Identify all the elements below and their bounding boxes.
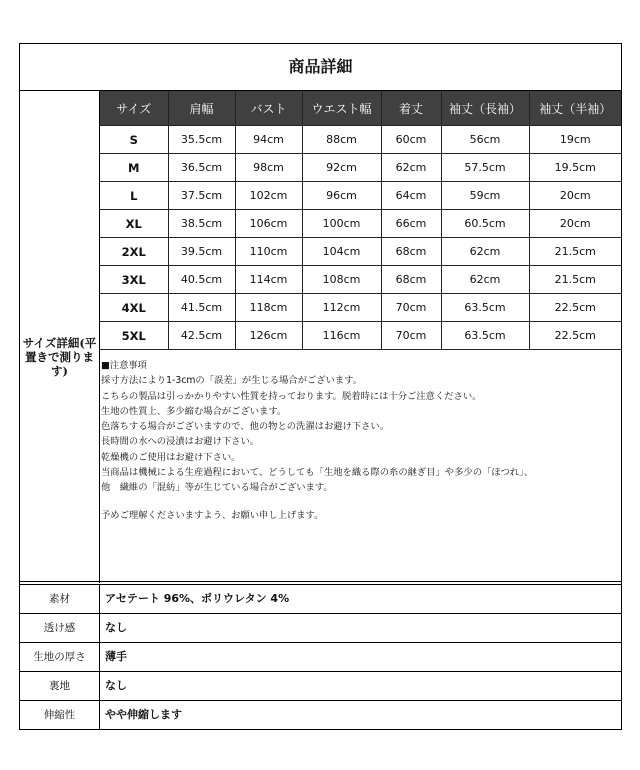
- cell-waist: 96cm: [302, 182, 381, 210]
- cell-length: 66cm: [381, 210, 441, 238]
- cell-waist: 92cm: [302, 154, 381, 182]
- cell-sleeve-long: 63.5cm: [441, 294, 529, 322]
- table-row: [100, 238, 621, 266]
- cell-shoulder: 37.5cm: [168, 182, 235, 210]
- header-bust: バスト: [235, 91, 302, 126]
- attribute-value: なし: [105, 679, 127, 692]
- cell-bust: 94cm: [235, 126, 302, 154]
- table-row: [100, 266, 621, 294]
- notes-section: [101, 358, 619, 523]
- cell-size: XL: [100, 210, 168, 238]
- attribute-row-thickness: [20, 643, 621, 672]
- size-table-header-row: [100, 91, 621, 126]
- header-shoulder: 肩幅: [168, 91, 235, 126]
- header-sleeve-short: 袖丈（半袖）: [529, 91, 621, 126]
- cell-waist: 116cm: [302, 322, 381, 350]
- cell-size: S: [100, 126, 168, 154]
- cell-bust: 98cm: [235, 154, 302, 182]
- attribute-label: 生地の厚さ: [20, 643, 100, 671]
- attribute-row-stretch: [20, 701, 621, 730]
- cell-size: M: [100, 154, 168, 182]
- cell-shoulder: 41.5cm: [168, 294, 235, 322]
- cell-waist: 88cm: [302, 126, 381, 154]
- cell-shoulder: 38.5cm: [168, 210, 235, 238]
- size-detail-label: サイズ詳細(平置きで測ります): [22, 336, 97, 378]
- cell-sleeve-short: 22.5cm: [529, 322, 621, 350]
- attribute-row-lining: [20, 672, 621, 701]
- attribute-value: アセテート 96%、ポリウレタン 4%: [105, 592, 290, 605]
- table-row: [100, 126, 621, 154]
- header-waist: ウエスト幅: [302, 91, 381, 126]
- cell-bust: 126cm: [235, 322, 302, 350]
- notes-heading: ■注意事項: [101, 360, 147, 371]
- cell-sleeve-long: 62cm: [441, 266, 529, 294]
- notes-closing: 予めご理解くださいますよう、お願い申し上げます。: [101, 509, 324, 521]
- attribute-value: やや伸縮します: [105, 708, 182, 721]
- cell-size: L: [100, 182, 168, 210]
- cell-shoulder: 35.5cm: [168, 126, 235, 154]
- note-line: 乾燥機のご使用はお避け下さい。: [101, 451, 241, 463]
- cell-waist: 104cm: [302, 238, 381, 266]
- cell-bust: 118cm: [235, 294, 302, 322]
- note-line: こちらの製品は引っかかりやすい性質を持っております。脱着時には十分ご注意ください。: [101, 390, 482, 402]
- cell-sleeve-short: 21.5cm: [529, 266, 621, 294]
- note-line: 色落ちする場合がございますので、他の物との洗濯はお避け下さい。: [101, 421, 390, 433]
- note-line: 当商品は機械による生産過程において、どうしても「生地を織る際の糸の継ぎ目」や多少の「ほつれ」、: [101, 467, 534, 479]
- cell-bust: 102cm: [235, 182, 302, 210]
- note-line: 生地の性質上、多少縮む場合がございます。: [101, 405, 287, 417]
- table-row: [100, 210, 621, 238]
- cell-sleeve-short: 20cm: [529, 210, 621, 238]
- size-table: [100, 91, 621, 350]
- table-row: [100, 182, 621, 210]
- attribute-value: 薄手: [105, 650, 127, 663]
- header-size: サイズ: [100, 91, 168, 126]
- attribute-row-material: [20, 585, 621, 614]
- attribute-label: 伸縮性: [20, 701, 100, 729]
- cell-waist: 112cm: [302, 294, 381, 322]
- cell-shoulder: 42.5cm: [168, 322, 235, 350]
- cell-size: 5XL: [100, 322, 168, 350]
- note-line: 他 繊維の「混紡」等が生じている場合がございます。: [101, 482, 333, 494]
- cell-bust: 114cm: [235, 266, 302, 294]
- cell-sleeve-short: 20cm: [529, 182, 621, 210]
- product-detail-sheet: [19, 43, 622, 730]
- note-line: 採寸方法により1-3cmの「誤差」が生じる場合がございます。: [101, 375, 363, 387]
- cell-length: 70cm: [381, 294, 441, 322]
- cell-sleeve-short: 19.5cm: [529, 154, 621, 182]
- cell-waist: 100cm: [302, 210, 381, 238]
- cell-sleeve-short: 22.5cm: [529, 294, 621, 322]
- cell-sleeve-long: 62cm: [441, 238, 529, 266]
- cell-size: 4XL: [100, 294, 168, 322]
- cell-sleeve-short: 19cm: [529, 126, 621, 154]
- table-row: [100, 154, 621, 182]
- attribute-row-transparency: [20, 614, 621, 643]
- header-length: 着丈: [381, 91, 441, 126]
- cell-size: 3XL: [100, 266, 168, 294]
- note-line: 長時間の水への浸漬はお避け下さい。: [101, 436, 260, 448]
- header-sleeve-long: 袖丈（長袖）: [441, 91, 529, 126]
- cell-waist: 108cm: [302, 266, 381, 294]
- attribute-label: 透け感: [20, 614, 100, 642]
- cell-length: 64cm: [381, 182, 441, 210]
- attribute-value: なし: [105, 621, 127, 634]
- cell-size: 2XL: [100, 238, 168, 266]
- cell-length: 70cm: [381, 322, 441, 350]
- cell-sleeve-long: 56cm: [441, 126, 529, 154]
- cell-sleeve-long: 63.5cm: [441, 322, 529, 350]
- page-title: 商品詳細: [20, 44, 621, 91]
- cell-sleeve-long: 57.5cm: [441, 154, 529, 182]
- cell-sleeve-long: 60.5cm: [441, 210, 529, 238]
- cell-length: 62cm: [381, 154, 441, 182]
- size-detail-label-cell: [20, 91, 100, 583]
- cell-length: 60cm: [381, 126, 441, 154]
- cell-shoulder: 40.5cm: [168, 266, 235, 294]
- cell-sleeve-short: 21.5cm: [529, 238, 621, 266]
- cell-length: 68cm: [381, 238, 441, 266]
- cell-shoulder: 36.5cm: [168, 154, 235, 182]
- cell-bust: 110cm: [235, 238, 302, 266]
- attribute-label: 素材: [20, 585, 100, 613]
- cell-length: 68cm: [381, 266, 441, 294]
- cell-bust: 106cm: [235, 210, 302, 238]
- table-row: [100, 322, 621, 350]
- cell-sleeve-long: 59cm: [441, 182, 529, 210]
- table-row: [100, 294, 621, 322]
- cell-shoulder: 39.5cm: [168, 238, 235, 266]
- attribute-label: 裏地: [20, 672, 100, 700]
